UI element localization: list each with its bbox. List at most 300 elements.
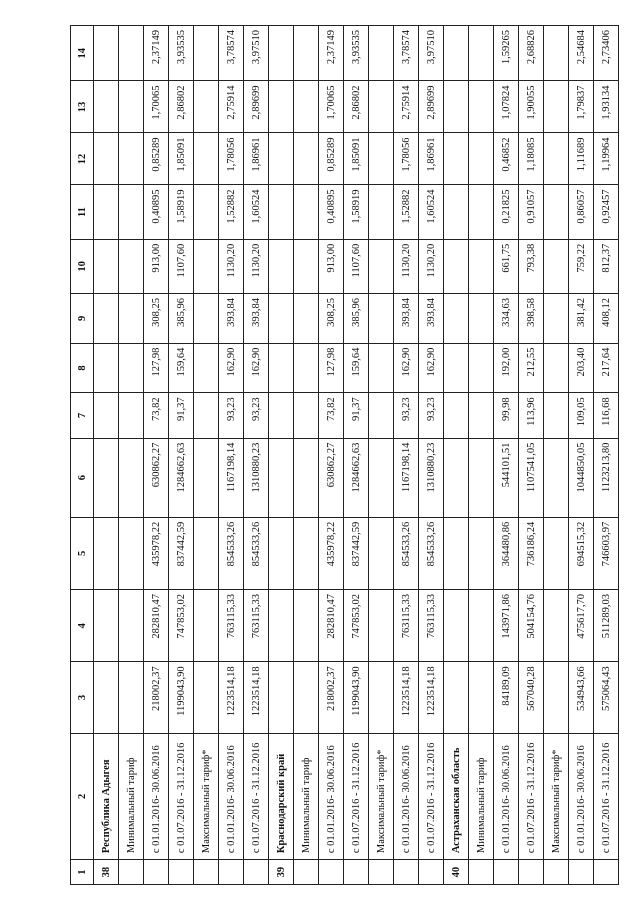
- empty-cell: [269, 438, 294, 517]
- value-cell: 0,91057: [519, 185, 544, 239]
- value-cell: 435978,22: [319, 517, 344, 589]
- value-cell: 1223514,18: [419, 662, 444, 733]
- period-cell: с 01.07.2016 - 31.12.2016: [169, 733, 194, 860]
- value-cell: 661,75: [494, 239, 519, 293]
- empty-cell: [369, 517, 394, 589]
- header-cell: 13: [71, 81, 94, 133]
- value-cell: 393,84: [244, 293, 269, 343]
- value-cell: 218002,37: [319, 662, 344, 733]
- empty-cell: [94, 185, 119, 239]
- empty-cell: [194, 517, 219, 589]
- tariff-table: [70, 25, 619, 885]
- value-cell: 1,52882: [219, 185, 244, 239]
- empty-cell: [294, 590, 319, 662]
- empty-cell: [194, 26, 219, 81]
- value-cell: 854533,26: [244, 517, 269, 589]
- value-cell: 736186,24: [519, 517, 544, 589]
- empty-cell: [294, 517, 319, 589]
- period-cell: с 01.07.2016 - 31.12.2016: [344, 733, 369, 860]
- value-cell: 534943,66: [569, 662, 594, 733]
- empty-cell: [444, 343, 469, 393]
- empty-cell: [269, 293, 294, 343]
- empty-cell: [344, 860, 369, 885]
- header-cell: 10: [71, 239, 94, 293]
- value-cell: 763115,33: [394, 590, 419, 662]
- value-cell: 837442,59: [344, 517, 369, 589]
- value-cell: 218002,37: [144, 662, 169, 733]
- header-cell: 3: [71, 662, 94, 733]
- value-cell: 1,58919: [169, 185, 194, 239]
- tariff-group-row: [119, 26, 144, 885]
- tariff-group-row: [544, 26, 569, 885]
- value-cell: 1199043,90: [169, 662, 194, 733]
- value-cell: 1,52882: [394, 185, 419, 239]
- empty-cell: [94, 293, 119, 343]
- empty-cell: [369, 81, 394, 133]
- value-cell: 3,93535: [169, 26, 194, 81]
- header-cell: 2: [71, 733, 94, 860]
- empty-cell: [94, 26, 119, 81]
- empty-cell: [119, 393, 144, 438]
- value-cell: 162,90: [419, 343, 444, 393]
- empty-cell: [294, 133, 319, 185]
- value-cell: 364480,86: [494, 517, 519, 589]
- empty-cell: [544, 393, 569, 438]
- empty-cell: [544, 860, 569, 885]
- value-cell: 1130,20: [394, 239, 419, 293]
- empty-cell: [119, 860, 144, 885]
- empty-cell: [569, 860, 594, 885]
- value-cell: 1130,20: [244, 239, 269, 293]
- table-row: [319, 26, 344, 885]
- empty-cell: [94, 438, 119, 517]
- tariff-group-row: [294, 26, 319, 885]
- value-cell: 127,98: [319, 343, 344, 393]
- table-row: [519, 26, 544, 885]
- value-cell: 93,23: [394, 393, 419, 438]
- empty-cell: [369, 26, 394, 81]
- value-cell: 630862,27: [319, 438, 344, 517]
- header-cell: 8: [71, 343, 94, 393]
- empty-cell: [544, 293, 569, 343]
- value-cell: 1,93134: [594, 81, 619, 133]
- table-row: [394, 26, 419, 885]
- empty-cell: [294, 81, 319, 133]
- table-row: [569, 26, 594, 885]
- empty-cell: [544, 26, 569, 81]
- value-cell: 73,82: [319, 393, 344, 438]
- empty-cell: [469, 239, 494, 293]
- empty-cell: [194, 133, 219, 185]
- empty-cell: [369, 438, 394, 517]
- empty-cell: [294, 860, 319, 885]
- value-cell: 1,70065: [319, 81, 344, 133]
- section-number: 39: [269, 860, 294, 885]
- empty-cell: [119, 133, 144, 185]
- value-cell: 162,90: [244, 343, 269, 393]
- empty-cell: [594, 860, 619, 885]
- value-cell: 203,40: [569, 343, 594, 393]
- value-cell: 2,89699: [419, 81, 444, 133]
- value-cell: 0,40895: [144, 185, 169, 239]
- value-cell: 1,70065: [144, 81, 169, 133]
- empty-cell: [519, 860, 544, 885]
- empty-cell: [469, 662, 494, 733]
- table-row: [494, 26, 519, 885]
- value-cell: 1,59265: [494, 26, 519, 81]
- period-cell: с 01.01.2016- 30.06.2016: [144, 733, 169, 860]
- value-cell: 793,38: [519, 239, 544, 293]
- header-cell: 12: [71, 133, 94, 185]
- value-cell: 93,23: [419, 393, 444, 438]
- empty-cell: [469, 517, 494, 589]
- section-row: [444, 26, 469, 885]
- value-cell: 3,97510: [419, 26, 444, 81]
- value-cell: 0,85289: [319, 133, 344, 185]
- section-number: 40: [444, 860, 469, 885]
- empty-cell: [544, 239, 569, 293]
- header-cell: 6: [71, 438, 94, 517]
- tariff-group-row: [369, 26, 394, 885]
- empty-cell: [444, 662, 469, 733]
- empty-cell: [444, 133, 469, 185]
- table-row: [219, 26, 244, 885]
- tariff-group-title: Минимальный тариф: [294, 733, 319, 860]
- value-cell: 1,18085: [519, 133, 544, 185]
- empty-cell: [444, 517, 469, 589]
- table-row: [169, 26, 194, 885]
- period-cell: с 01.01.2016- 30.06.2016: [569, 733, 594, 860]
- value-cell: 408,12: [594, 293, 619, 343]
- empty-cell: [269, 185, 294, 239]
- empty-cell: [444, 590, 469, 662]
- empty-cell: [469, 81, 494, 133]
- value-cell: 84189,09: [494, 662, 519, 733]
- empty-cell: [119, 293, 144, 343]
- period-cell: с 01.07.2016 - 31.12.2016: [244, 733, 269, 860]
- value-cell: 127,98: [144, 343, 169, 393]
- empty-cell: [269, 517, 294, 589]
- value-cell: 1130,20: [419, 239, 444, 293]
- rotated-table-wrapper: [70, 25, 612, 885]
- table-row: [244, 26, 269, 885]
- empty-cell: [544, 662, 569, 733]
- value-cell: 2,37149: [319, 26, 344, 81]
- empty-cell: [394, 860, 419, 885]
- value-cell: 393,84: [419, 293, 444, 343]
- empty-cell: [369, 185, 394, 239]
- empty-cell: [144, 860, 169, 885]
- period-cell: с 01.01.2016- 30.06.2016: [494, 733, 519, 860]
- value-cell: 630862,27: [144, 438, 169, 517]
- value-cell: 1107541,05: [519, 438, 544, 517]
- value-cell: 93,23: [244, 393, 269, 438]
- value-cell: 1,58919: [344, 185, 369, 239]
- empty-cell: [294, 662, 319, 733]
- value-cell: 1,86961: [244, 133, 269, 185]
- empty-cell: [119, 239, 144, 293]
- empty-cell: [544, 590, 569, 662]
- value-cell: 91,37: [344, 393, 369, 438]
- empty-cell: [444, 185, 469, 239]
- value-cell: 1284662,63: [169, 438, 194, 517]
- table-row: [419, 26, 444, 885]
- value-cell: 746603,97: [594, 517, 619, 589]
- empty-cell: [194, 343, 219, 393]
- value-cell: 162,90: [219, 343, 244, 393]
- empty-cell: [369, 662, 394, 733]
- value-cell: 385,96: [169, 293, 194, 343]
- header-cell: 4: [71, 590, 94, 662]
- value-cell: 1,78056: [219, 133, 244, 185]
- table-row: [344, 26, 369, 885]
- value-cell: 1223514,18: [394, 662, 419, 733]
- empty-cell: [444, 438, 469, 517]
- header-cell: 5: [71, 517, 94, 589]
- section-number: 38: [94, 860, 119, 885]
- empty-cell: [194, 438, 219, 517]
- value-cell: 2,68826: [519, 26, 544, 81]
- header-cell: 14: [71, 26, 94, 81]
- value-cell: 1,19964: [594, 133, 619, 185]
- empty-cell: [294, 239, 319, 293]
- value-cell: 1,85091: [169, 133, 194, 185]
- value-cell: 511289,03: [594, 590, 619, 662]
- value-cell: 3,78574: [394, 26, 419, 81]
- empty-cell: [444, 239, 469, 293]
- value-cell: 398,58: [519, 293, 544, 343]
- empty-cell: [194, 185, 219, 239]
- empty-cell: [369, 239, 394, 293]
- value-cell: 0,40895: [319, 185, 344, 239]
- tariff-group-row: [469, 26, 494, 885]
- value-cell: 1223514,18: [219, 662, 244, 733]
- value-cell: 1107,60: [169, 239, 194, 293]
- empty-cell: [319, 860, 344, 885]
- value-cell: 3,97510: [244, 26, 269, 81]
- value-cell: 2,54684: [569, 26, 594, 81]
- empty-cell: [494, 860, 519, 885]
- empty-cell: [469, 438, 494, 517]
- tariff-group-title: Максимальный тариф*: [194, 733, 219, 860]
- empty-cell: [369, 293, 394, 343]
- empty-cell: [269, 81, 294, 133]
- section-row: [269, 26, 294, 885]
- period-cell: с 01.07.2016 - 31.12.2016: [594, 733, 619, 860]
- empty-cell: [194, 860, 219, 885]
- empty-cell: [444, 293, 469, 343]
- empty-cell: [469, 26, 494, 81]
- empty-cell: [469, 590, 494, 662]
- value-cell: 475617,70: [569, 590, 594, 662]
- section-name: Краснодарский край: [269, 733, 294, 860]
- value-cell: 1199043,90: [344, 662, 369, 733]
- empty-cell: [119, 26, 144, 81]
- tariff-group-title: Максимальный тариф*: [369, 733, 394, 860]
- empty-cell: [194, 393, 219, 438]
- value-cell: 1123213,80: [594, 438, 619, 517]
- tariff-group-title: Максимальный тариф*: [544, 733, 569, 860]
- empty-cell: [469, 133, 494, 185]
- value-cell: 567040,28: [519, 662, 544, 733]
- empty-cell: [194, 293, 219, 343]
- header-row: [71, 26, 94, 885]
- value-cell: 0,92457: [594, 185, 619, 239]
- value-cell: 308,25: [144, 293, 169, 343]
- empty-cell: [119, 81, 144, 133]
- empty-cell: [294, 438, 319, 517]
- empty-cell: [94, 239, 119, 293]
- empty-cell: [94, 590, 119, 662]
- section-row: [94, 26, 119, 885]
- value-cell: 913,00: [144, 239, 169, 293]
- empty-cell: [119, 517, 144, 589]
- empty-cell: [119, 662, 144, 733]
- empty-cell: [219, 860, 244, 885]
- value-cell: 854533,26: [394, 517, 419, 589]
- empty-cell: [469, 185, 494, 239]
- header-cell: 11: [71, 185, 94, 239]
- value-cell: 854533,26: [219, 517, 244, 589]
- value-cell: 1044850,05: [569, 438, 594, 517]
- empty-cell: [194, 590, 219, 662]
- value-cell: 837442,59: [169, 517, 194, 589]
- period-cell: с 01.01.2016- 30.06.2016: [394, 733, 419, 860]
- value-cell: 854533,26: [419, 517, 444, 589]
- value-cell: 159,64: [344, 343, 369, 393]
- empty-cell: [544, 81, 569, 133]
- empty-cell: [194, 662, 219, 733]
- value-cell: 694515,32: [569, 517, 594, 589]
- value-cell: 1310880,23: [419, 438, 444, 517]
- value-cell: 1107,60: [344, 239, 369, 293]
- value-cell: 3,78574: [219, 26, 244, 81]
- value-cell: 393,84: [219, 293, 244, 343]
- value-cell: 913,00: [319, 239, 344, 293]
- tariff-group-title: Минимальный тариф: [469, 733, 494, 860]
- value-cell: 99,98: [494, 393, 519, 438]
- value-cell: 91,37: [169, 393, 194, 438]
- empty-cell: [294, 393, 319, 438]
- empty-cell: [469, 860, 494, 885]
- empty-cell: [169, 860, 194, 885]
- empty-cell: [294, 343, 319, 393]
- value-cell: 1284662,63: [344, 438, 369, 517]
- empty-cell: [369, 343, 394, 393]
- empty-cell: [469, 393, 494, 438]
- empty-cell: [244, 860, 269, 885]
- value-cell: 435978,22: [144, 517, 169, 589]
- value-cell: 308,25: [319, 293, 344, 343]
- empty-cell: [369, 590, 394, 662]
- value-cell: 3,93535: [344, 26, 369, 81]
- empty-cell: [194, 81, 219, 133]
- empty-cell: [444, 26, 469, 81]
- table-row: [144, 26, 169, 885]
- value-cell: 1223514,18: [244, 662, 269, 733]
- value-cell: 763115,33: [244, 590, 269, 662]
- period-cell: с 01.07.2016 - 31.12.2016: [419, 733, 444, 860]
- empty-cell: [444, 393, 469, 438]
- value-cell: 93,23: [219, 393, 244, 438]
- value-cell: 212,55: [519, 343, 544, 393]
- empty-cell: [469, 343, 494, 393]
- value-cell: 2,89699: [244, 81, 269, 133]
- empty-cell: [369, 133, 394, 185]
- section-name: Астраханская область: [444, 733, 469, 860]
- empty-cell: [444, 81, 469, 133]
- empty-cell: [544, 438, 569, 517]
- empty-cell: [544, 343, 569, 393]
- empty-cell: [469, 293, 494, 343]
- value-cell: 0,46852: [494, 133, 519, 185]
- value-cell: 504154,76: [519, 590, 544, 662]
- empty-cell: [119, 185, 144, 239]
- value-cell: 2,75914: [219, 81, 244, 133]
- value-cell: 1,07824: [494, 81, 519, 133]
- empty-cell: [94, 662, 119, 733]
- value-cell: 113,96: [519, 393, 544, 438]
- empty-cell: [269, 393, 294, 438]
- value-cell: 747853,02: [169, 590, 194, 662]
- period-cell: с 01.07.2016 - 31.12.2016: [519, 733, 544, 860]
- value-cell: 812,37: [594, 239, 619, 293]
- section-name: Республика Адыгея: [94, 733, 119, 860]
- empty-cell: [94, 343, 119, 393]
- empty-cell: [119, 438, 144, 517]
- value-cell: 282810,47: [144, 590, 169, 662]
- value-cell: 747853,02: [344, 590, 369, 662]
- value-cell: 2,86802: [344, 81, 369, 133]
- value-cell: 334,63: [494, 293, 519, 343]
- value-cell: 1,85091: [344, 133, 369, 185]
- value-cell: 2,86802: [169, 81, 194, 133]
- value-cell: 116,68: [594, 393, 619, 438]
- value-cell: 282810,47: [319, 590, 344, 662]
- empty-cell: [269, 343, 294, 393]
- empty-cell: [294, 293, 319, 343]
- empty-cell: [419, 860, 444, 885]
- empty-cell: [544, 185, 569, 239]
- value-cell: 381,42: [569, 293, 594, 343]
- value-cell: 0,21825: [494, 185, 519, 239]
- empty-cell: [269, 26, 294, 81]
- value-cell: 575064,43: [594, 662, 619, 733]
- value-cell: 759,22: [569, 239, 594, 293]
- empty-cell: [294, 185, 319, 239]
- empty-cell: [369, 393, 394, 438]
- empty-cell: [119, 590, 144, 662]
- value-cell: 1,90055: [519, 81, 544, 133]
- value-cell: 385,96: [344, 293, 369, 343]
- period-cell: с 01.01.2016- 30.06.2016: [219, 733, 244, 860]
- empty-cell: [94, 133, 119, 185]
- empty-cell: [94, 393, 119, 438]
- value-cell: 1,79837: [569, 81, 594, 133]
- value-cell: 763115,33: [219, 590, 244, 662]
- value-cell: 1167198,14: [394, 438, 419, 517]
- header-cell: 1: [71, 860, 94, 885]
- value-cell: 109,05: [569, 393, 594, 438]
- value-cell: 1130,20: [219, 239, 244, 293]
- value-cell: 763115,33: [419, 590, 444, 662]
- period-cell: с 01.01.2016- 30.06.2016: [319, 733, 344, 860]
- empty-cell: [269, 133, 294, 185]
- header-cell: 7: [71, 393, 94, 438]
- empty-cell: [294, 26, 319, 81]
- value-cell: 2,73406: [594, 26, 619, 81]
- header-cell: 9: [71, 293, 94, 343]
